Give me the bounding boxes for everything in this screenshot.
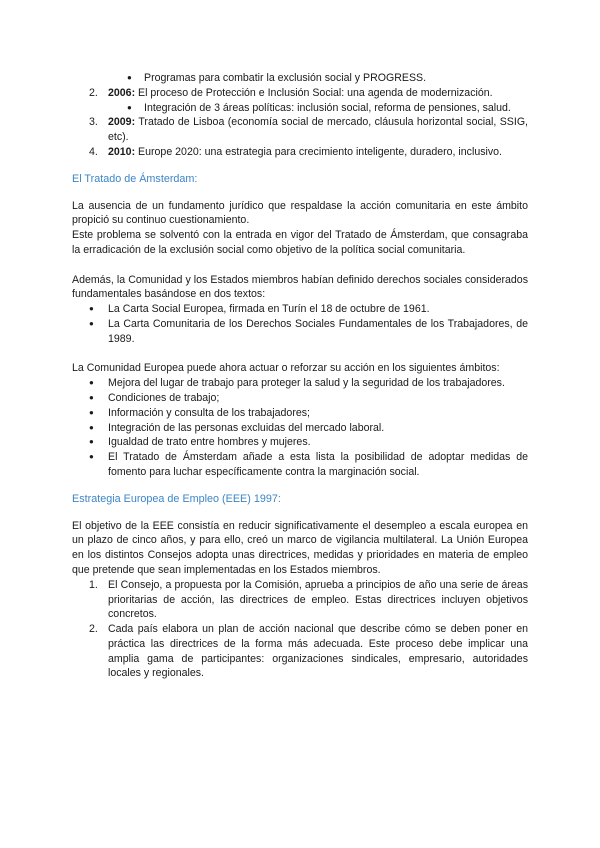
list-item-text: La Carta Comunitaria de los Derechos Sociales Fundamentales de los Trabajadores, de 1989. bbox=[108, 317, 528, 345]
list-item bbox=[72, 71, 528, 86]
list-number: 4. bbox=[89, 145, 98, 158]
list-item bbox=[72, 450, 528, 480]
list-item-text: Integración de las personas excluidas del mercado laboral. bbox=[108, 421, 385, 434]
list-item bbox=[72, 101, 528, 116]
bullet-icon: ● bbox=[89, 452, 94, 462]
list-item-text: Mejora del lugar de trabajo para proteger la salud y la seguridad de los trabajadores. bbox=[108, 377, 505, 390]
list-number: 2. bbox=[89, 86, 98, 99]
list-item bbox=[72, 622, 528, 681]
list-item bbox=[72, 317, 528, 347]
list-item-text: Programas para combatir la exclusión social y PROGRESS. bbox=[144, 72, 427, 84]
list-number: 3. bbox=[89, 116, 98, 129]
list-item-text: Integración de 3 áreas políticas: inclusión social, reforma de pensiones, salud. bbox=[144, 101, 511, 114]
list-item-text: El Consejo, a propuesta por la Comisión, aprueba a principios de año una serie de áreas prioritarias de acción, las directrices de empleo. Estas directrices incluyen objetivos concretos. bbox=[108, 578, 528, 621]
list-item-text: La Carta Social Europea, firmada en Turín el 18 de octubre de 1961. bbox=[108, 303, 430, 316]
list-item-text: Condiciones de trabajo; bbox=[108, 391, 220, 404]
list-item-text: El proceso de Protección e Inclusión Social: una agenda de modernización. bbox=[135, 86, 493, 99]
list-item bbox=[72, 435, 528, 450]
bullet-icon: ● bbox=[127, 73, 132, 82]
list-year: 2010: bbox=[108, 145, 136, 158]
list-number: 2. bbox=[89, 623, 98, 636]
list-item bbox=[72, 376, 528, 391]
list-item-text: El Tratado de Ámsterdam añade a esta lista la posibilidad de adoptar medidas de fomento para luchar específicamente contra la marginación social. bbox=[108, 451, 528, 478]
list-item bbox=[72, 406, 528, 421]
list-number: 1. bbox=[89, 578, 98, 591]
list-item bbox=[72, 302, 528, 317]
paragraph: El objetivo de la EEE consistía en reducir significativamente el desempleo a escala europea en un plazo de cinco años, y para ello, creó un marco de vigilancia multilateral. La Unión Europea en los distintos Consejos adopta unas directrices, medidas y prioridades en materia de empleo que pretende que sean implementadas en los Estados miembros. bbox=[72, 519, 528, 576]
list-item-text: Información y consulta de los trabajadores; bbox=[108, 406, 310, 419]
bullet-icon: ● bbox=[89, 422, 94, 432]
list-item-text: Tratado de Lisboa (economía social de mercado, cláusula horizontal social, SSIG, etc). bbox=[108, 116, 528, 144]
bullet-icon: ● bbox=[89, 378, 94, 388]
list-year: 2009: bbox=[108, 116, 136, 129]
bullet-icon: ● bbox=[89, 392, 94, 402]
section-heading: Estrategia Europea de Empleo (EEE) 1997: bbox=[72, 492, 281, 505]
list-item-text: Cada país elabora un plan de acción nacional que describe cómo se deben poner en práctica las directrices de la forma más adecuada. Este proceso debe implicar una amplia gama de participantes: organizaciones sindicales, empresario, autoridades locales y regionales. bbox=[108, 623, 528, 680]
document-content bbox=[72, 71, 528, 681]
list-item-text: Igualdad de trato entre hombres y mujeres. bbox=[108, 436, 311, 449]
bullet-icon: ● bbox=[89, 437, 94, 447]
list-item bbox=[72, 86, 528, 101]
paragraph: Además, la Comunidad y los Estados miembros habían definido derechos sociales considerados fundamentales basándose en dos textos: bbox=[72, 273, 528, 301]
list-item bbox=[72, 578, 528, 622]
bullet-icon: ● bbox=[89, 407, 94, 417]
list-item-text: Europe 2020: una estrategia para crecimiento inteligente, duradero, inclusivo. bbox=[135, 145, 502, 158]
section-heading: El Tratado de Ámsterdam: bbox=[72, 172, 198, 185]
list-item bbox=[72, 421, 528, 436]
bullet-icon: ● bbox=[89, 318, 94, 328]
list-item bbox=[72, 115, 528, 145]
bullet-icon: ● bbox=[127, 102, 132, 112]
list-item bbox=[72, 391, 528, 406]
bullet-icon: ● bbox=[89, 304, 94, 314]
list-item bbox=[72, 145, 528, 160]
paragraph: Este problema se solventó con la entrada en vigor del Tratado de Ámsterdam, que consagraba la erradicación de la exclusión social como objetivo de la política social comunitaria. bbox=[72, 229, 528, 256]
paragraph: La Comunidad Europea puede ahora actuar o reforzar su acción en los siguientes ámbitos: bbox=[72, 362, 500, 375]
list-year: 2006: bbox=[108, 86, 136, 99]
paragraph: La ausencia de un fundamento jurídico que respaldase la acción comunitaria en este ámbito propició su continuo cuestionamiento. bbox=[72, 199, 528, 227]
